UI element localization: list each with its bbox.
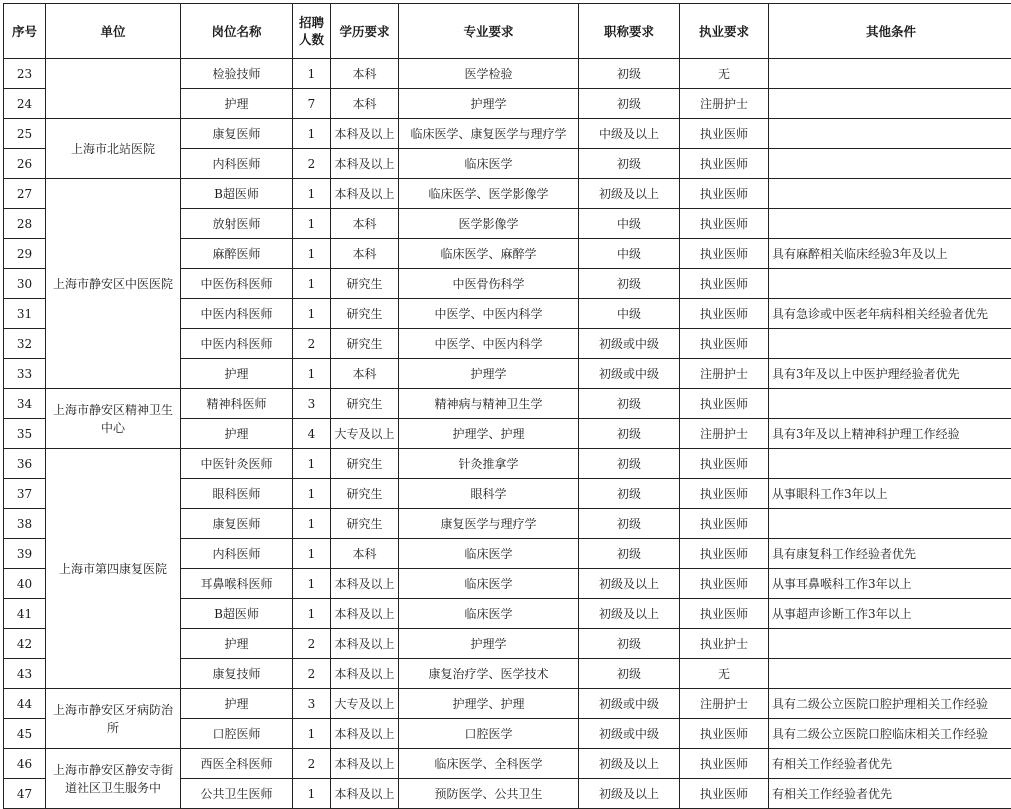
recruitment-table — [3, 3, 1011, 809]
cell-count: 2 — [293, 629, 331, 659]
cell-other: 具有二级公立医院口腔临床相关工作经验 — [769, 719, 1011, 749]
cell-major: 中医学、中医内科学 — [399, 329, 579, 359]
cell-count: 1 — [293, 449, 331, 479]
cell-seq: 43 — [4, 659, 46, 689]
cell-position: 中医内科医师 — [181, 299, 293, 329]
cell-position: 中医伤科医师 — [181, 269, 293, 299]
cell-major: 精神病与精神卫生学 — [399, 389, 579, 419]
cell-unit: 上海市静安区牙病防治所 — [46, 689, 181, 749]
cell-seq: 24 — [4, 89, 46, 119]
header-education: 学历要求 — [331, 4, 399, 59]
cell-license: 执业医师 — [680, 149, 769, 179]
cell-major: 护理学 — [399, 359, 579, 389]
cell-major: 口腔医学 — [399, 719, 579, 749]
cell-major: 预防医学、公共卫生 — [399, 779, 579, 809]
cell-title: 初级 — [579, 269, 680, 299]
cell-seq: 27 — [4, 179, 46, 209]
cell-education: 研究生 — [331, 509, 399, 539]
cell-count: 2 — [293, 329, 331, 359]
cell-position: 精神科医师 — [181, 389, 293, 419]
cell-seq: 25 — [4, 119, 46, 149]
cell-position: 内科医师 — [181, 539, 293, 569]
header-license: 执业要求 — [680, 4, 769, 59]
table-body — [4, 59, 1011, 809]
cell-seq: 42 — [4, 629, 46, 659]
cell-education: 本科 — [331, 539, 399, 569]
cell-major: 医学影像学 — [399, 209, 579, 239]
cell-other: 具有麻醉相关临床经验3年及以上 — [769, 239, 1011, 269]
cell-count: 1 — [293, 269, 331, 299]
cell-seq: 32 — [4, 329, 46, 359]
cell-title: 中级 — [579, 299, 680, 329]
cell-seq: 37 — [4, 479, 46, 509]
cell-education: 研究生 — [331, 479, 399, 509]
cell-education: 本科及以上 — [331, 569, 399, 599]
cell-license: 执业医师 — [680, 599, 769, 629]
table-row — [4, 119, 1011, 149]
cell-title: 初级 — [579, 389, 680, 419]
cell-other — [769, 629, 1011, 659]
cell-education: 本科 — [331, 239, 399, 269]
cell-other — [769, 179, 1011, 209]
cell-seq: 47 — [4, 779, 46, 809]
cell-other — [769, 509, 1011, 539]
cell-position: 放射医师 — [181, 209, 293, 239]
cell-license: 执业医师 — [680, 209, 769, 239]
cell-major: 中医骨伤科学 — [399, 269, 579, 299]
cell-education: 本科 — [331, 89, 399, 119]
cell-seq: 41 — [4, 599, 46, 629]
cell-education: 大专及以上 — [331, 419, 399, 449]
cell-seq: 29 — [4, 239, 46, 269]
cell-position: B超医师 — [181, 179, 293, 209]
cell-position: 口腔医师 — [181, 719, 293, 749]
cell-education: 研究生 — [331, 269, 399, 299]
cell-major: 临床医学、康复医学与理疗学 — [399, 119, 579, 149]
cell-major: 针灸推拿学 — [399, 449, 579, 479]
cell-license: 执业医师 — [680, 119, 769, 149]
cell-count: 1 — [293, 119, 331, 149]
cell-title: 初级及以上 — [579, 569, 680, 599]
cell-seq: 44 — [4, 689, 46, 719]
cell-title: 初级 — [579, 629, 680, 659]
cell-count: 4 — [293, 419, 331, 449]
cell-major: 临床医学 — [399, 539, 579, 569]
cell-education: 本科 — [331, 359, 399, 389]
cell-other: 从事眼科工作3年以上 — [769, 479, 1011, 509]
header-other: 其他条件 — [769, 4, 1011, 59]
header-count: 招聘 人数 — [293, 4, 331, 59]
header-seq: 序号 — [4, 4, 46, 59]
cell-education: 本科及以上 — [331, 629, 399, 659]
cell-license: 执业医师 — [680, 479, 769, 509]
cell-seq: 40 — [4, 569, 46, 599]
cell-major: 临床医学 — [399, 149, 579, 179]
cell-other — [769, 209, 1011, 239]
cell-title: 初级及以上 — [579, 779, 680, 809]
cell-education: 本科及以上 — [331, 119, 399, 149]
cell-other — [769, 389, 1011, 419]
cell-education: 本科及以上 — [331, 749, 399, 779]
header-position: 岗位名称 — [181, 4, 293, 59]
cell-other — [769, 449, 1011, 479]
cell-education: 本科 — [331, 59, 399, 89]
cell-other — [769, 269, 1011, 299]
cell-major: 临床医学、全科医学 — [399, 749, 579, 779]
cell-other: 具有3年及以上中医护理经验者优先 — [769, 359, 1011, 389]
cell-title: 初级 — [579, 479, 680, 509]
header-title: 职称要求 — [579, 4, 680, 59]
cell-unit: 上海市北站医院 — [46, 119, 181, 179]
cell-position: 康复技师 — [181, 659, 293, 689]
cell-position: 眼科医师 — [181, 479, 293, 509]
cell-count: 1 — [293, 209, 331, 239]
cell-unit: 上海市静安区精神卫生中心 — [46, 389, 181, 449]
table-row — [4, 389, 1011, 419]
cell-count: 1 — [293, 719, 331, 749]
cell-license: 执业护士 — [680, 629, 769, 659]
cell-license: 执业医师 — [680, 269, 769, 299]
cell-other: 有相关工作经验者优先 — [769, 779, 1011, 809]
cell-count: 1 — [293, 299, 331, 329]
cell-major: 护理学、护理 — [399, 689, 579, 719]
cell-unit: 上海市第四康复医院 — [46, 449, 181, 689]
cell-title: 初级或中级 — [579, 719, 680, 749]
cell-major: 医学检验 — [399, 59, 579, 89]
cell-count: 1 — [293, 599, 331, 629]
cell-position: 康复医师 — [181, 119, 293, 149]
cell-license: 执业医师 — [680, 569, 769, 599]
cell-count: 2 — [293, 149, 331, 179]
cell-major: 护理学、护理 — [399, 419, 579, 449]
cell-major: 眼科学 — [399, 479, 579, 509]
cell-seq: 23 — [4, 59, 46, 89]
cell-count: 3 — [293, 389, 331, 419]
cell-license: 执业医师 — [680, 719, 769, 749]
cell-license: 注册护士 — [680, 689, 769, 719]
header-major: 专业要求 — [399, 4, 579, 59]
cell-seq: 34 — [4, 389, 46, 419]
cell-position: 麻醉医师 — [181, 239, 293, 269]
cell-other: 具有急诊或中医老年病科相关经验者优先 — [769, 299, 1011, 329]
table-row — [4, 179, 1011, 209]
cell-license: 执业医师 — [680, 389, 769, 419]
cell-license: 执业医师 — [680, 239, 769, 269]
cell-title: 中级 — [579, 239, 680, 269]
cell-seq: 39 — [4, 539, 46, 569]
cell-major: 护理学 — [399, 89, 579, 119]
cell-major: 护理学 — [399, 629, 579, 659]
cell-title: 初级及以上 — [579, 179, 680, 209]
cell-title: 初级或中级 — [579, 329, 680, 359]
cell-seq: 30 — [4, 269, 46, 299]
cell-position: 护理 — [181, 419, 293, 449]
cell-count: 2 — [293, 749, 331, 779]
cell-position: 中医内科医师 — [181, 329, 293, 359]
cell-seq: 45 — [4, 719, 46, 749]
cell-unit — [46, 59, 181, 119]
table-row — [4, 749, 1011, 779]
cell-count: 1 — [293, 539, 331, 569]
cell-count: 1 — [293, 239, 331, 269]
cell-count: 1 — [293, 179, 331, 209]
cell-title: 初级 — [579, 539, 680, 569]
cell-major: 康复医学与理疗学 — [399, 509, 579, 539]
cell-major: 临床医学、医学影像学 — [399, 179, 579, 209]
cell-major: 康复治疗学、医学技术 — [399, 659, 579, 689]
cell-seq: 26 — [4, 149, 46, 179]
cell-major: 中医学、中医内科学 — [399, 299, 579, 329]
cell-license: 执业医师 — [680, 509, 769, 539]
header-unit: 单位 — [46, 4, 181, 59]
cell-license: 执业医师 — [680, 779, 769, 809]
cell-seq: 35 — [4, 419, 46, 449]
cell-seq: 38 — [4, 509, 46, 539]
cell-education: 大专及以上 — [331, 689, 399, 719]
cell-other — [769, 149, 1011, 179]
cell-education: 研究生 — [331, 389, 399, 419]
cell-count: 1 — [293, 359, 331, 389]
cell-title: 初级 — [579, 149, 680, 179]
cell-position: 护理 — [181, 89, 293, 119]
cell-education: 本科及以上 — [331, 659, 399, 689]
cell-other — [769, 659, 1011, 689]
cell-license: 执业医师 — [680, 539, 769, 569]
cell-count: 1 — [293, 509, 331, 539]
cell-count: 3 — [293, 689, 331, 719]
cell-license: 执业医师 — [680, 179, 769, 209]
cell-count: 7 — [293, 89, 331, 119]
cell-seq: 31 — [4, 299, 46, 329]
cell-education: 研究生 — [331, 299, 399, 329]
cell-education: 本科及以上 — [331, 149, 399, 179]
cell-education: 研究生 — [331, 329, 399, 359]
cell-title: 初级或中级 — [579, 359, 680, 389]
cell-major: 临床医学、麻醉学 — [399, 239, 579, 269]
cell-license: 无 — [680, 659, 769, 689]
cell-position: 耳鼻喉科医师 — [181, 569, 293, 599]
cell-title: 初级 — [579, 509, 680, 539]
cell-license: 注册护士 — [680, 419, 769, 449]
cell-count: 1 — [293, 569, 331, 599]
table-row — [4, 689, 1011, 719]
cell-position: 公共卫生医师 — [181, 779, 293, 809]
cell-seq: 28 — [4, 209, 46, 239]
table-row — [4, 449, 1011, 479]
cell-seq: 46 — [4, 749, 46, 779]
cell-count: 1 — [293, 779, 331, 809]
cell-position: 检验技师 — [181, 59, 293, 89]
cell-seq: 36 — [4, 449, 46, 479]
cell-count: 2 — [293, 659, 331, 689]
cell-other: 具有3年及以上精神科护理工作经验 — [769, 419, 1011, 449]
cell-other — [769, 89, 1011, 119]
cell-title: 初级及以上 — [579, 749, 680, 779]
cell-title: 初级 — [579, 89, 680, 119]
cell-title: 初级及以上 — [579, 599, 680, 629]
cell-count: 1 — [293, 59, 331, 89]
cell-count: 1 — [293, 479, 331, 509]
cell-title: 中级 — [579, 209, 680, 239]
cell-other — [769, 329, 1011, 359]
cell-position: 康复医师 — [181, 509, 293, 539]
cell-position: 护理 — [181, 629, 293, 659]
cell-position: 内科医师 — [181, 149, 293, 179]
cell-seq: 33 — [4, 359, 46, 389]
cell-other: 从事耳鼻喉科工作3年以上 — [769, 569, 1011, 599]
cell-unit: 上海市静安区中医医院 — [46, 179, 181, 389]
cell-license: 注册护士 — [680, 89, 769, 119]
cell-other: 具有康复科工作经验者优先 — [769, 539, 1011, 569]
cell-other: 具有二级公立医院口腔护理相关工作经验 — [769, 689, 1011, 719]
cell-license: 执业医师 — [680, 299, 769, 329]
cell-position: 中医针灸医师 — [181, 449, 293, 479]
cell-position: 护理 — [181, 689, 293, 719]
cell-position: 西医全科医师 — [181, 749, 293, 779]
cell-title: 中级及以上 — [579, 119, 680, 149]
cell-other — [769, 119, 1011, 149]
cell-title: 初级 — [579, 659, 680, 689]
cell-title: 初级 — [579, 419, 680, 449]
cell-license: 执业医师 — [680, 329, 769, 359]
cell-title: 初级 — [579, 449, 680, 479]
cell-other: 从事超声诊断工作3年以上 — [769, 599, 1011, 629]
cell-license: 注册护士 — [680, 359, 769, 389]
cell-education: 本科 — [331, 209, 399, 239]
cell-position: 护理 — [181, 359, 293, 389]
cell-other: 有相关工作经验者优先 — [769, 749, 1011, 779]
cell-license: 执业医师 — [680, 449, 769, 479]
cell-title: 初级或中级 — [579, 689, 680, 719]
cell-education: 本科及以上 — [331, 779, 399, 809]
header-row — [4, 4, 1011, 59]
cell-education: 本科及以上 — [331, 179, 399, 209]
cell-education: 本科及以上 — [331, 599, 399, 629]
table-row — [4, 59, 1011, 89]
cell-unit: 上海市静安区静安寺街道社区卫生服务中 — [46, 749, 181, 809]
cell-education: 本科及以上 — [331, 719, 399, 749]
cell-title: 初级 — [579, 59, 680, 89]
cell-license: 执业医师 — [680, 749, 769, 779]
cell-license: 无 — [680, 59, 769, 89]
cell-major: 临床医学 — [399, 599, 579, 629]
cell-position: B超医师 — [181, 599, 293, 629]
cell-major: 临床医学 — [399, 569, 579, 599]
cell-education: 研究生 — [331, 449, 399, 479]
cell-other — [769, 59, 1011, 89]
